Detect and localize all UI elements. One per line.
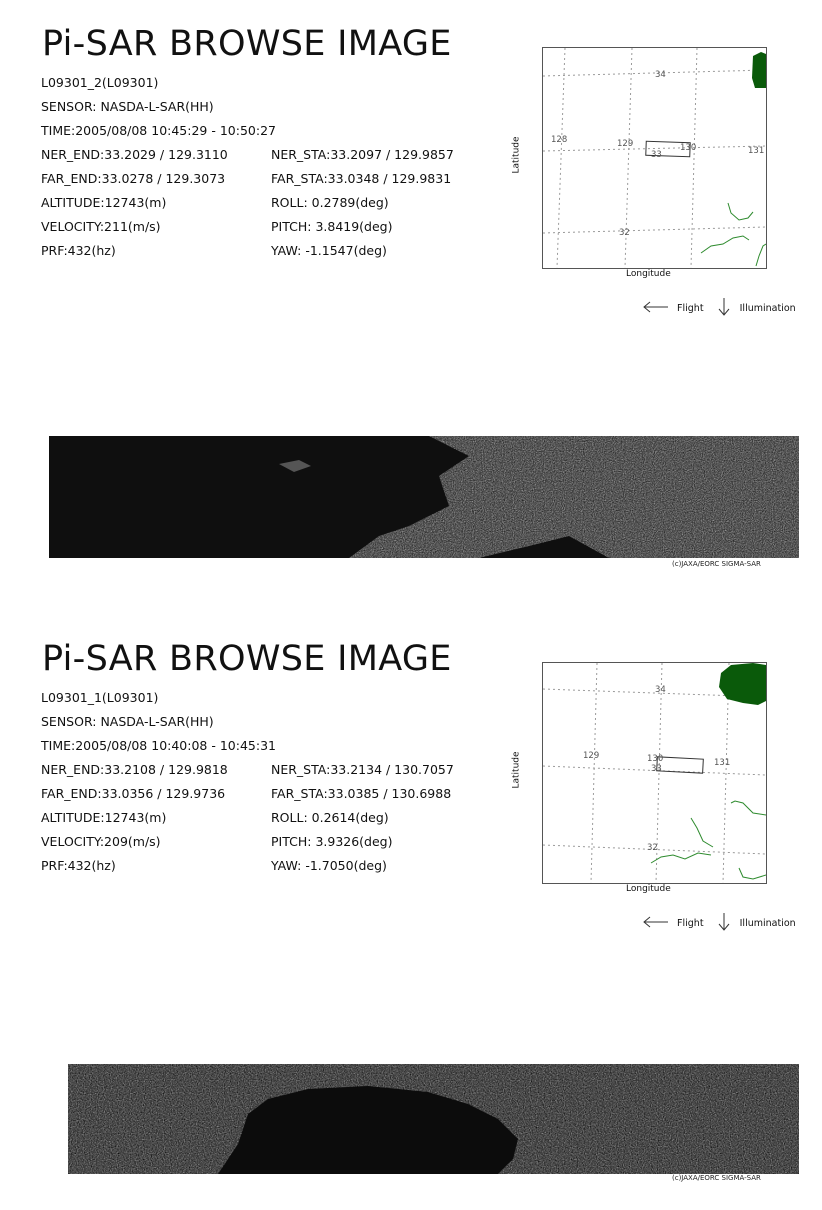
- near-end-coord: NER_END:33.2108 / 129.9818: [41, 762, 228, 777]
- sar-image-strip: [49, 436, 799, 558]
- map-latitude-label: Latitude: [511, 136, 522, 174]
- sar-image-graphic: [68, 1064, 799, 1174]
- map-tick-label: 34: [655, 685, 666, 695]
- near-start-coord: NER_STA:33.2134 / 130.7057: [271, 762, 454, 777]
- map-tick-label: 32: [647, 843, 658, 853]
- illumination-arrow-icon: [717, 912, 731, 935]
- scene-id: L09301_2(L09301): [41, 75, 159, 90]
- illumination-label: Illumination: [739, 303, 796, 314]
- map-tick-label: 32: [619, 228, 630, 238]
- pitch: PITCH: 3.8419(deg): [271, 219, 393, 234]
- illumination-arrow-icon: [717, 297, 731, 320]
- location-map: [542, 47, 767, 269]
- yaw: YAW: -1.1547(deg): [271, 243, 387, 258]
- page-title: Pi-SAR BROWSE IMAGE: [42, 24, 452, 64]
- near-end-coord: NER_END:33.2029 / 129.3110: [41, 147, 228, 162]
- far-start-coord: FAR_STA:33.0385 / 130.6988: [271, 786, 452, 801]
- far-start-coord: FAR_STA:33.0348 / 129.9831: [271, 171, 452, 186]
- flight-label: Flight: [677, 918, 704, 929]
- acquisition-time: TIME:2005/08/08 10:40:08 - 10:45:31: [41, 738, 276, 753]
- flight-arrow-icon: [642, 915, 670, 932]
- map-tick-label: 33: [651, 150, 662, 160]
- altitude: ALTITUDE:12743(m): [41, 810, 167, 825]
- map-tick-label: 129: [583, 751, 600, 761]
- far-end-coord: FAR_END:33.0356 / 129.9736: [41, 786, 226, 801]
- roll: ROLL: 0.2789(deg): [271, 195, 389, 210]
- flight-arrow-icon: [642, 300, 670, 317]
- sar-image-strip: [68, 1064, 799, 1174]
- browse-panel-1: [0, 0, 822, 595]
- map-tick-label: 129: [617, 139, 634, 149]
- velocity: VELOCITY:209(m/s): [41, 834, 161, 849]
- far-end-coord: FAR_END:33.0278 / 129.3073: [41, 171, 226, 186]
- map-tick-label: 130: [680, 143, 697, 153]
- direction-legend: [642, 297, 796, 320]
- sar-image-graphic: [49, 436, 799, 558]
- flight-label: Flight: [677, 303, 704, 314]
- yaw: YAW: -1.7050(deg): [271, 858, 387, 873]
- page-title: Pi-SAR BROWSE IMAGE: [42, 639, 452, 679]
- copyright-credit: (c)JAXA/EORC SIGMA-SAR: [672, 1174, 761, 1182]
- velocity: VELOCITY:211(m/s): [41, 219, 161, 234]
- illumination-label: Illumination: [739, 918, 796, 929]
- prf: PRF:432(hz): [41, 858, 116, 873]
- acquisition-time: TIME:2005/08/08 10:45:29 - 10:50:27: [41, 123, 276, 138]
- map-tick-label: 33: [651, 764, 662, 774]
- roll: ROLL: 0.2614(deg): [271, 810, 389, 825]
- map-tick-label: 131: [748, 146, 765, 156]
- map-tick-label: 131: [714, 758, 731, 768]
- browse-panel-2: [0, 615, 822, 1210]
- direction-legend: [642, 912, 796, 935]
- map-tick-label: 128: [551, 135, 568, 145]
- sensor-info: SENSOR: NASDA-L-SAR(HH): [41, 99, 214, 114]
- map-longitude-label: Longitude: [626, 269, 671, 279]
- scene-id: L09301_1(L09301): [41, 690, 159, 705]
- map-tick-label: 34: [655, 70, 666, 80]
- sensor-info: SENSOR: NASDA-L-SAR(HH): [41, 714, 214, 729]
- prf: PRF:432(hz): [41, 243, 116, 258]
- copyright-credit: (c)JAXA/EORC SIGMA-SAR: [672, 560, 761, 568]
- altitude: ALTITUDE:12743(m): [41, 195, 167, 210]
- map-tick-label: 130: [647, 754, 664, 764]
- location-map: [542, 662, 767, 884]
- map-longitude-label: Longitude: [626, 884, 671, 894]
- map-latitude-label: Latitude: [511, 751, 522, 789]
- near-start-coord: NER_STA:33.2097 / 129.9857: [271, 147, 454, 162]
- pitch: PITCH: 3.9326(deg): [271, 834, 393, 849]
